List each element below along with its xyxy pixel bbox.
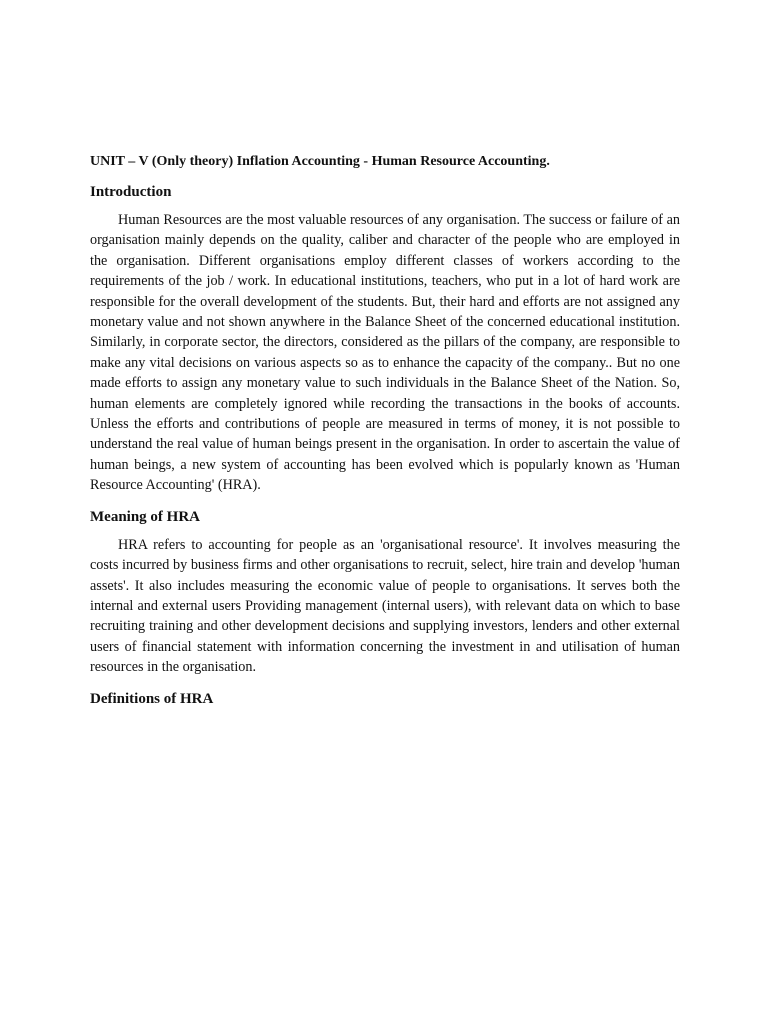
paragraph-meaning-of-hra: HRA refers to accounting for people as an 'organisational resource'. It involves measuring the costs incurred by business firms and other organisations to recruit, select, hire train and develop 'human assets'. It also includes measuring the economic value of people to organisations. It serves both the internal and external users Providing management (internal users), with relevant data on which to base recruiting training and other development decisions and supplying investors, lenders and other external users of financial statement with information concerning the investment in and utilisation of human resources in the organisation.	[90, 536, 680, 676]
paragraph-introduction: Human Resources are the most valuable resources of any organisation. The success or failure of an organisation mainly depends on the quality, caliber and character of the people who are employed in the organisation. Different organisations employ different classes of workers according to the requirements of the job / work. In educational institutions, teachers, who put in a lot of hard work are responsible for the overall development of the students. But, their hard and efforts are not assigned any monetary value and not shown anywhere in the Balance Sheet of the concerned educational institution. Similarly, in corporate sector, the directors, considered as the pillars of the company, are responsible to make any vital decisions on various aspects so as to enhance the capacity of the company.. But no one made efforts to assign any monetary value to such individuals in the Balance Sheet of the Nation. So, human elements are completely ignored while recording the transactions in the books of accounts. Unless the efforts and contributions of people are measured in terms of money, it is not possible to understand the real value of human beings present in the organisation. In order to ascertain the value of human beings, a new system of accounting has been evolved which is popularly known as 'Human Resource Accounting' (HRA).	[90, 212, 680, 494]
unit-title: UNIT – V (Only theory) Inflation Accounting - Human Resource Accounting.	[90, 154, 550, 169]
heading-introduction: Introduction	[90, 184, 172, 200]
heading-definitions-of-hra: Definitions of HRA	[90, 690, 214, 707]
document-page	[90, 152, 680, 717]
heading-meaning-of-hra: Meaning of HRA	[90, 508, 200, 525]
